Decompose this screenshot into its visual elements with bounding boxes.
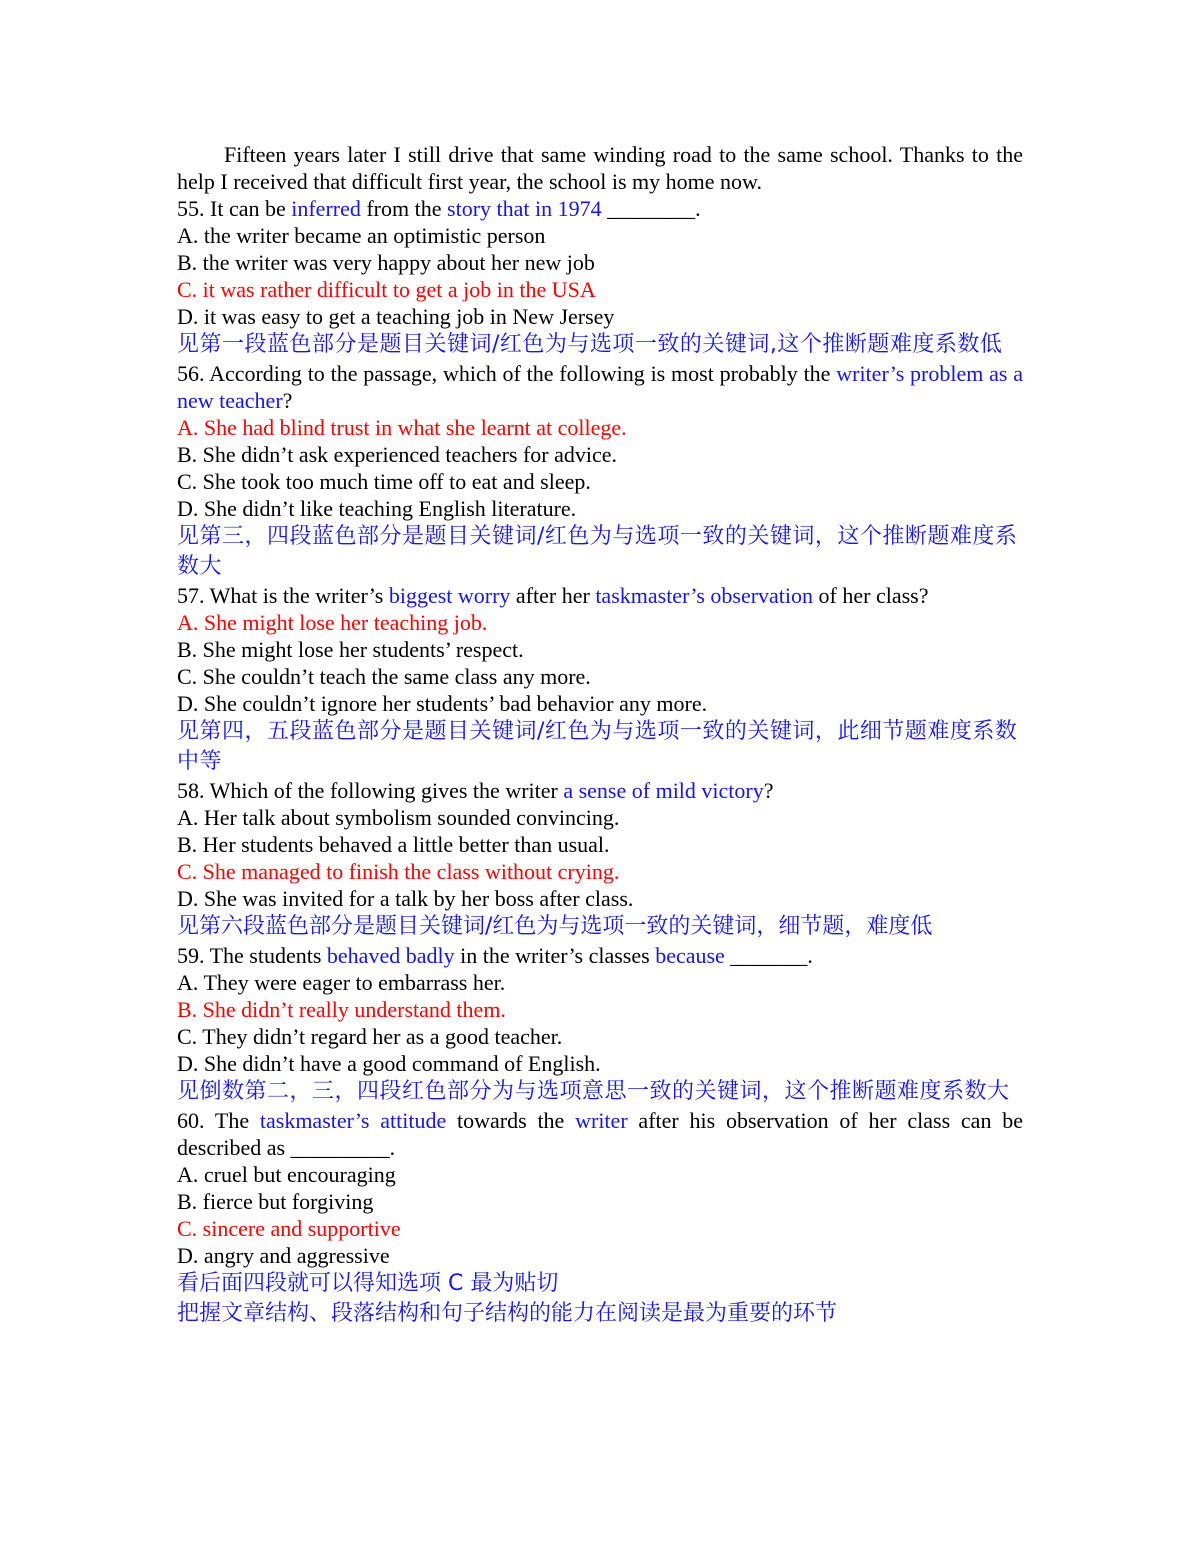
option-a: A. Her talk about symbolism sounded convincing. [177, 805, 620, 830]
question-55-text: ________. [601, 196, 701, 221]
question-60-text: towards the [446, 1108, 576, 1133]
analysis-note: 看后面四段就可以得知选项 C 最为贴切 [177, 1271, 559, 1296]
question-57-text: after her [510, 583, 596, 608]
option-a-answer: A. She had blind trust in what she learnt at college. [177, 415, 627, 440]
option-d: D. She didn’t like teaching English literature. [177, 496, 577, 521]
question-59-text: 59. The students [177, 943, 327, 968]
question-58-text: 58. Which of the following gives the writer [177, 778, 564, 803]
question-59 [177, 942, 1023, 969]
question-57-text: of her class? [813, 583, 929, 608]
option-a: A. the writer became an optimistic person [177, 223, 546, 248]
question-55 [177, 195, 1023, 222]
keyword: behaved badly [326, 943, 455, 968]
analysis-note: 见倒数第二，三，四段红色部分为与选项意思一致的关键词，这个推断题难度系数大 [177, 1079, 1010, 1104]
question-59-text: in the writer’s classes [454, 943, 656, 968]
question-56-text: ? [282, 388, 293, 413]
option-d: D. She was invited for a talk by her boss after class. [177, 886, 634, 911]
document-page [177, 141, 1023, 1329]
option-b: B. fierce but forgiving [177, 1189, 374, 1214]
option-c-answer: C. it was rather difficult to get a job in the USA [177, 277, 596, 302]
keyword: taskmaster’s observation [595, 583, 814, 608]
option-d: D. it was easy to get a teaching job in New Jersey [177, 304, 615, 329]
keyword: writer’s problem as a new teacher [177, 361, 1023, 413]
question-58-text: ? [763, 778, 774, 803]
option-a: A. They were eager to embarrass her. [177, 970, 506, 995]
option-b: B. She didn’t ask experienced teachers for advice. [177, 442, 618, 467]
question-60-text: 60. The [177, 1108, 260, 1133]
keyword: inferred [291, 196, 361, 221]
question-58 [177, 777, 1023, 804]
option-b-answer: B. She didn’t really understand them. [177, 997, 506, 1022]
option-d: D. She didn’t have a good command of English. [177, 1051, 601, 1076]
question-56-text: 56. According to the passage, which of the following is most probably the [177, 361, 837, 386]
closing-note: 把握文章结构、段落结构和句子结构的能力在阅读是最为重要的环节 [177, 1301, 838, 1326]
analysis-note: 见第六段蓝色部分是题目关键词/红色为与选项一致的关键词，细节题，难度低 [177, 914, 933, 939]
analysis-note: 见第三，四段蓝色部分是题目关键词/红色为与选项一致的关键词，这个推断题难度系数大 [177, 524, 1018, 579]
question-55-text: from the [360, 196, 448, 221]
question-57 [177, 582, 1023, 609]
keyword: story that in 1974 [447, 196, 602, 221]
option-b: B. Her students behaved a little better than usual. [177, 832, 610, 857]
question-60 [177, 1107, 1023, 1161]
question-60-text: after his observation of her class can be described as _________. [177, 1108, 1023, 1160]
intro-paragraph: Fifteen years later I still drive that same winding road to the same school. Thanks to the help I received that difficult first year, the school is my home now. [177, 142, 1023, 194]
option-b: B. the writer was very happy about her new job [177, 250, 595, 275]
option-d: D. She couldn’t ignore her students’ bad behavior any more. [177, 691, 708, 716]
option-d: D. angry and aggressive [177, 1243, 390, 1268]
option-c: C. She took too much time off to eat and sleep. [177, 469, 591, 494]
option-c-answer: C. sincere and supportive [177, 1216, 401, 1241]
option-b: B. She might lose her students’ respect. [177, 637, 524, 662]
option-a: A. cruel but encouraging [177, 1162, 396, 1187]
analysis-note: 见第四，五段蓝色部分是题目关键词/红色为与选项一致的关键词，此细节题难度系数中等 [177, 719, 1018, 774]
question-56 [177, 360, 1023, 414]
question-57-text: 57. What is the writer’s [177, 583, 389, 608]
option-c: C. They didn’t regard her as a good teacher. [177, 1024, 563, 1049]
analysis-note: 见第一段蓝色部分是题目关键词/红色为与选项一致的关键词,这个推断题难度系数低 [177, 332, 1003, 357]
option-c-answer: C. She managed to finish the class without crying. [177, 859, 620, 884]
keyword: because [655, 943, 725, 968]
option-a-answer: A. She might lose her teaching job. [177, 610, 488, 635]
keyword: biggest worry [388, 583, 511, 608]
question-55-text: 55. It can be [177, 196, 292, 221]
question-59-text: _______. [724, 943, 813, 968]
option-c: C. She couldn’t teach the same class any more. [177, 664, 591, 689]
keyword: writer [575, 1108, 628, 1133]
keyword: a sense of mild victory [563, 778, 764, 803]
keyword: taskmaster’s attitude [259, 1108, 447, 1133]
